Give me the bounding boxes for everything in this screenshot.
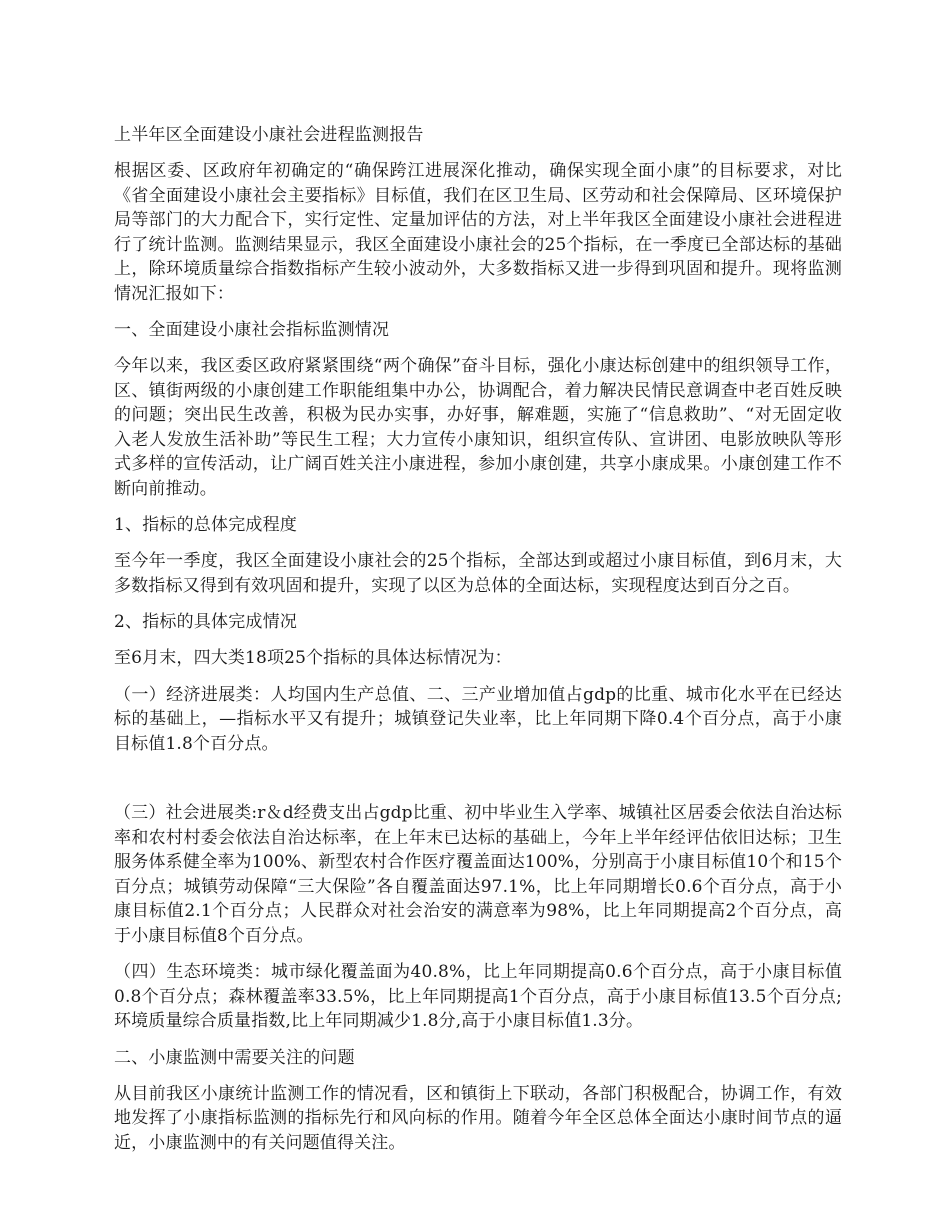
document-page — [114, 123, 842, 1167]
subsection2-heading: 2、指标的具体完成情况 — [114, 612, 298, 632]
category4-paragraph: （四）生态环境类：城市绿化覆盖面为40.8%，比上年同期提高0.6个百分点，高于小康目标值0.8个百分点；森林覆盖率33.5%，比上年同期提高1个百分点，高于小康目标值13.5个百分点;环境质量综合质量指数,比上年同期减少1.8分,高于小康目标值1.3分。 — [114, 962, 842, 1031]
section2-heading: 二、小康监测中需要关注的问题 — [114, 1047, 355, 1068]
section2-paragraph: 从目前我区小康统计监测工作的情况看，区和镇街上下联动，各部门积极配合，协调工作，有效地发挥了小康指标监测的指标先行和风向标的作用。随着今年全区总体全面达小康时间节点的逼近，小康监测中的有关问题值得关注。 — [114, 1083, 842, 1153]
subsection1-paragraph: 至今年一季度，我区全面建设小康社会的25个指标，全部达到或超过小康目标值，到6月末，大多数指标又得到有效巩固和提升，实现了以区为总体的全面达标，实现程度达到百分之百。 — [114, 551, 842, 596]
section1-heading: 一、全面建设小康社会指标监测情况 — [114, 320, 390, 340]
category3-paragraph: （三）社会进展类:r＆d经费支出占gdp比重、初中毕业生入学率、城镇社区居委会依法自治达标率和农村村委会依法自治达标率，在上年末已达标的基础上，今年上半年经评估依旧达标；卫生服务体系健全率为100%、新型农村合作医疗覆盖面达100%，分别高于小康目标值10个和15个百分点；城镇劳动保障“三大保险”各自覆盖面达97.1%，比上年同期增长0.6个百分点，高于小康目标值2.1个百分点；人民群众对社会治安的满意率为98%，比上年同期提高2个百分点，高于小康目标值8个百分点。 — [114, 803, 842, 946]
document-title: 上半年区全面建设小康社会进程监测报告 — [114, 125, 424, 145]
intro-paragraph: 根据区委、区政府年初确定的“确保跨江进展深化推动，确保实现全面小康”的目标要求，对比《省全面建设小康社会主要指标》目标值，我们在区卫生局、区劳动和社会保障局、区环境保护局等部门的大力配合下，实行定性、定量加评估的方法，对上半年我区全面建设小康社会进程进行了统计监测。监测结果显示，我区全面建设小康社会的25个指标，在一季度已全部达标的基础上，除环境质量综合指数指标产生较小波动外，大多数指标又进一步得到巩固和提升。现将监测情况汇报如下： — [114, 161, 842, 304]
subsection2-paragraph: 至6月末，四大类18项25个指标的具体达标情况为： — [114, 648, 512, 668]
subsection1-heading: 1、指标的总体完成程度 — [114, 515, 298, 535]
category1-paragraph: （一）经济进展类：人均国内生产总值、二、三产业增加值占gdp的比重、城市化水平在已经达标的基础上，—指标水平又有提升；城镇登记失业率，比上年同期下降0.4个百分点，高于小康目标值1.8个百分点。 — [114, 684, 842, 754]
section1-paragraph: 今年以来，我区委区政府紧紧围绕“两个确保”奋斗目标，强化小康达标创建中的组织领导工作，区、镇街两级的小康创建工作职能组集中办公，协调配合，着力解决民情民意调查中老百姓反映的问题；突出民生改善，积极为民办实事，办好事，解难题，实施了“信息救助”、“对无固定收入老人发放生活补助”等民生工程；大力宣传小康知识，组织宣传队、宣讲团、电影放映队等形式多样的宣传活动，让广阔百姓关注小康进程，参加小康创建，共享小康成果。小康创建工作不断向前推动。 — [114, 356, 842, 499]
blank-gap — [114, 768, 842, 801]
